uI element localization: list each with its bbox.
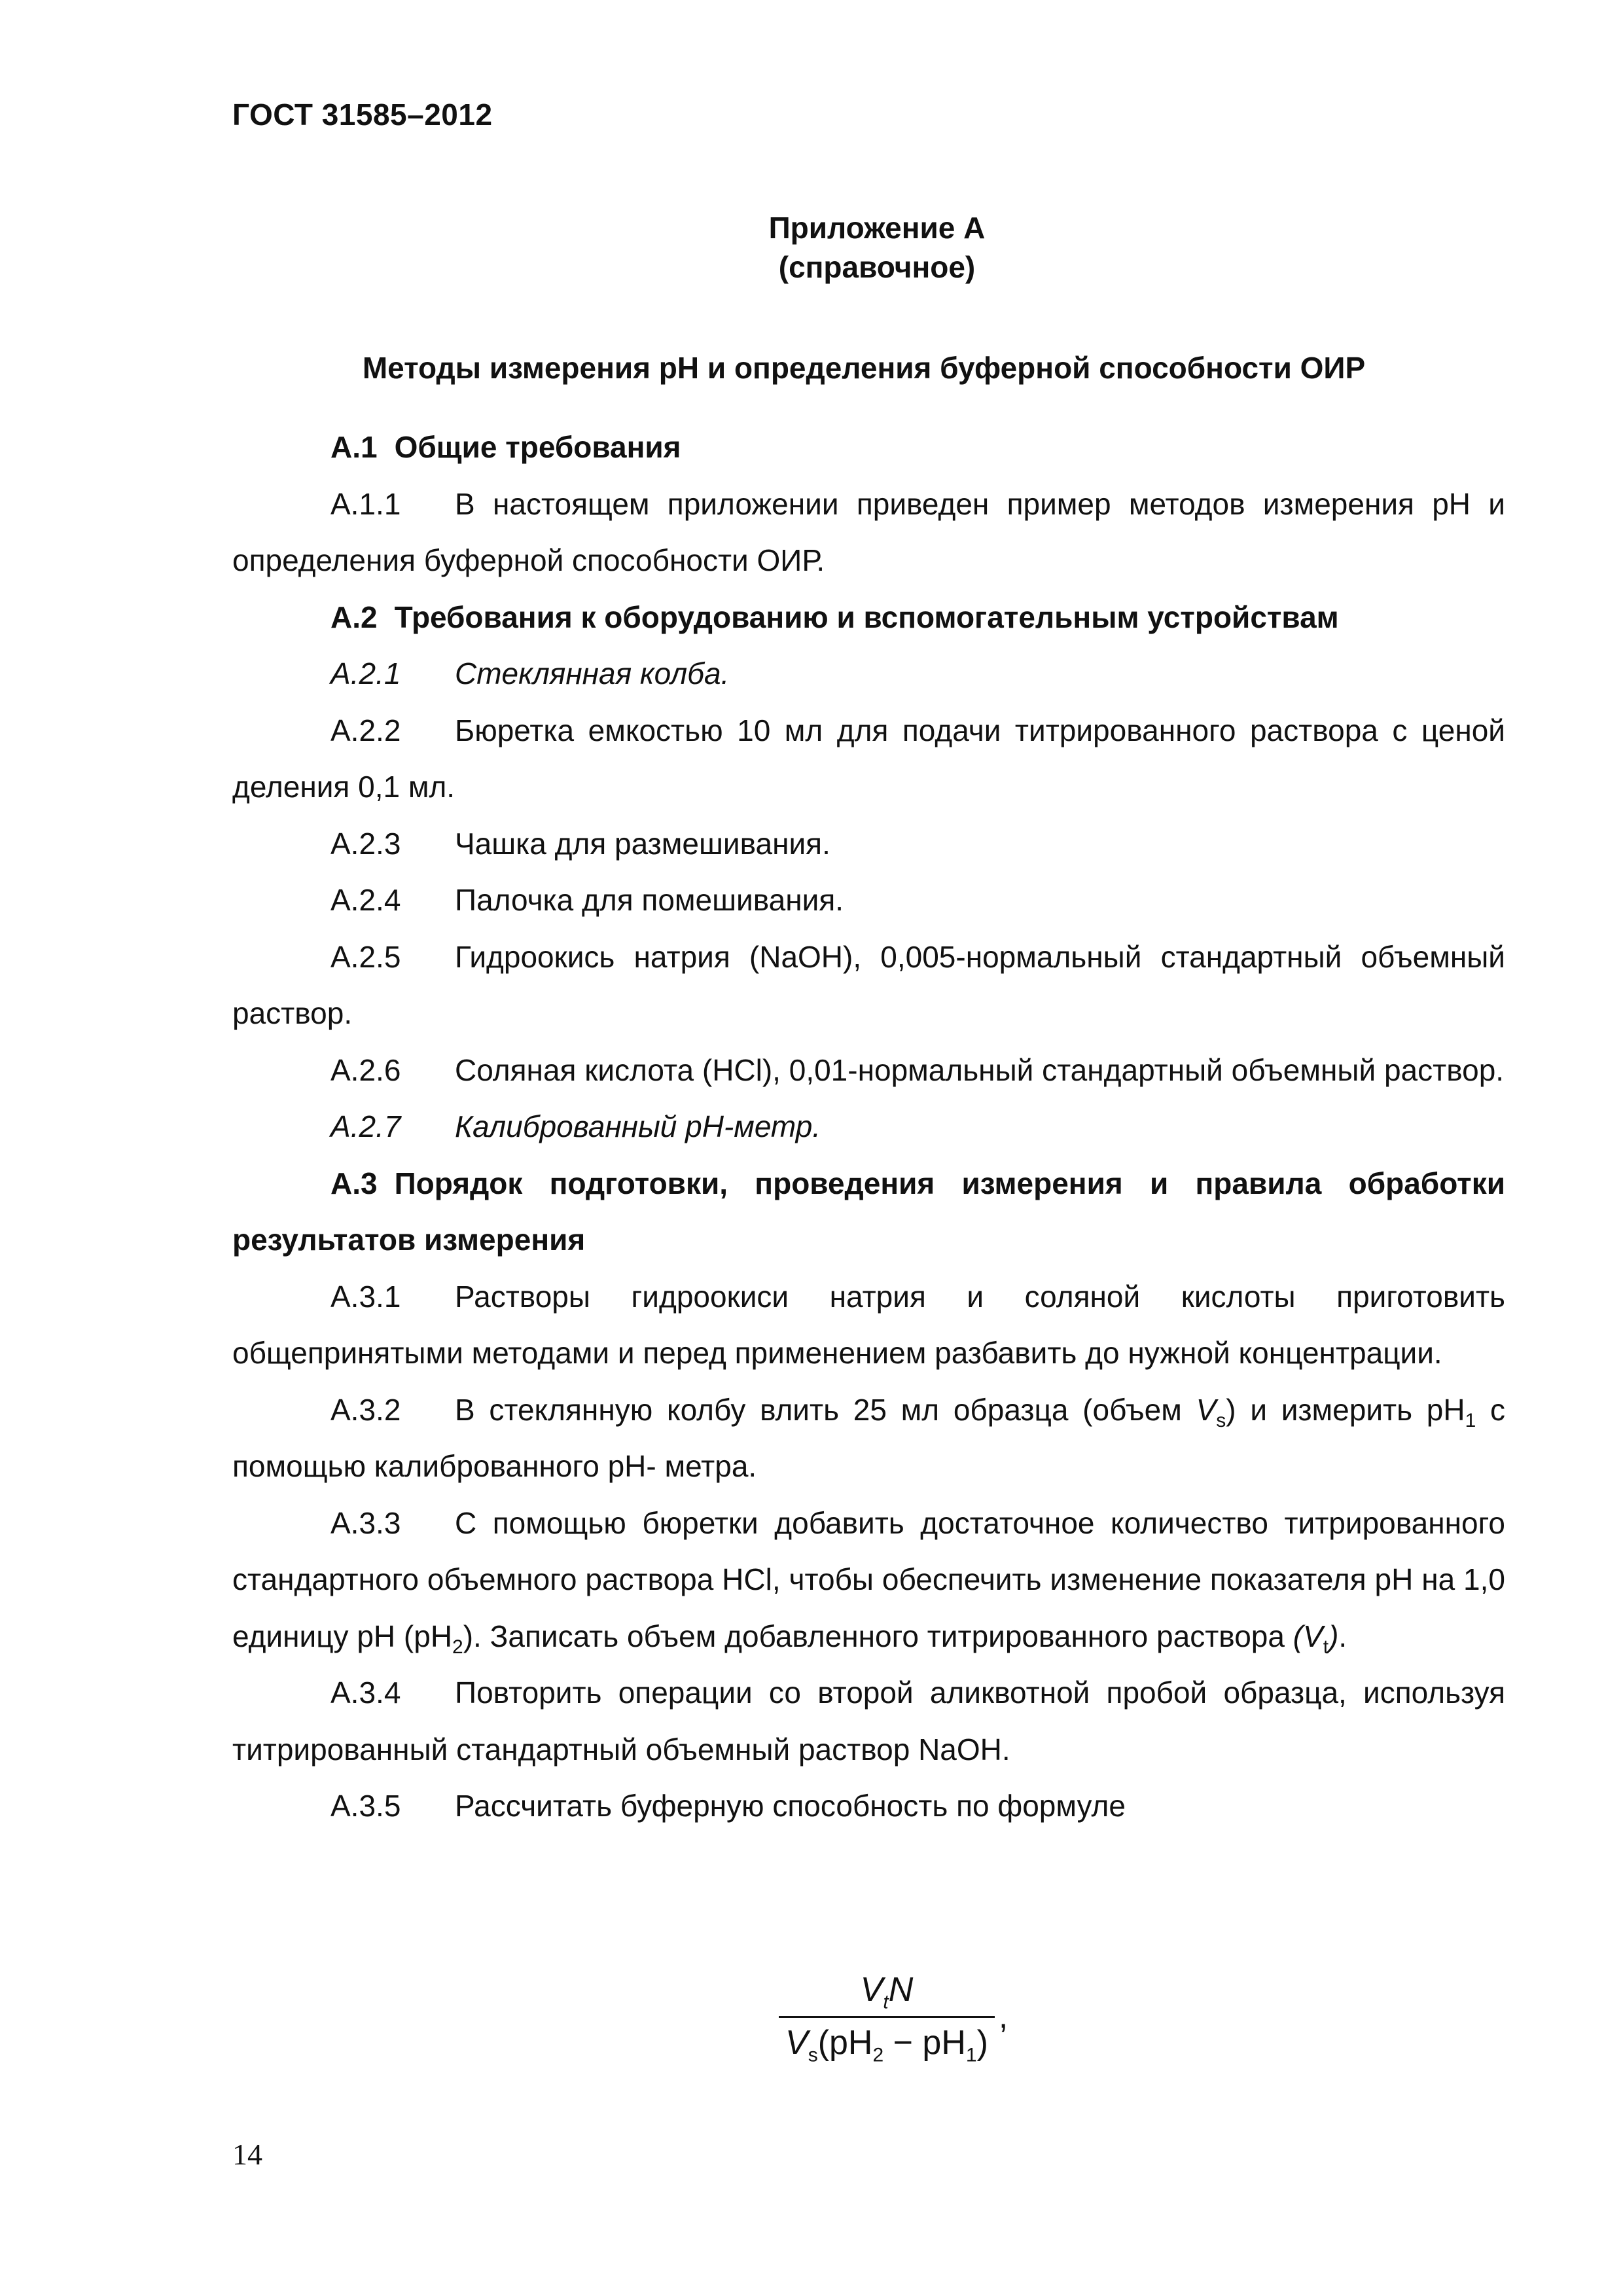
paragraph xyxy=(232,1268,1505,1382)
document-title: Методы измерения рН и определения буферной способности ОИР xyxy=(362,351,1366,385)
volume-symbol: (V xyxy=(1293,1619,1323,1653)
appendix-subtitle: (справочное) xyxy=(778,250,976,284)
clause-number: А.2.6 xyxy=(330,1052,401,1087)
document-body xyxy=(232,419,1505,1835)
clause-number: А.3.2 xyxy=(330,1392,401,1427)
clause-number: А.3.1 xyxy=(330,1279,401,1314)
paragraph xyxy=(232,645,1505,702)
formula-minus: − pH xyxy=(883,2024,966,2062)
paragraph xyxy=(232,1664,1505,1778)
paragraph xyxy=(232,1382,1505,1495)
volume-symbol: V xyxy=(1196,1392,1217,1427)
clause-text-part: С помощью бюретки добавить достаточное количество титрированного стандартного объемного раствора HCl, чтобы обеспечить изменение показателя рН на 1,0 единицу рН (рН xyxy=(232,1505,1505,1653)
clause-number: А.2.2 xyxy=(330,713,401,747)
formula-ph1-subscript: 1 xyxy=(965,2044,977,2066)
formula-n: N xyxy=(888,1971,914,2009)
formula-v: V xyxy=(785,2024,808,2062)
formula-comma: , xyxy=(998,1997,1008,2036)
clause-text: Бюретка емкостью 10 мл для подачи титрированного раствора с ценой деления 0,1 мл. xyxy=(232,713,1505,804)
appendix-heading xyxy=(746,208,1008,287)
section-heading xyxy=(232,1155,1505,1268)
volume-subscript: s xyxy=(1216,1409,1226,1431)
clause-text: Калиброванный рН-метр. xyxy=(455,1109,821,1143)
section-number: А.2 xyxy=(330,600,378,634)
clause-text: Палочка для помешивания. xyxy=(455,883,844,917)
section-heading xyxy=(232,589,1505,646)
section-heading xyxy=(232,419,1505,476)
paragraph xyxy=(232,1042,1505,1099)
section-text: Порядок подготовки, проведения измерения и правила обработки результатов измерения xyxy=(232,1166,1505,1257)
clause-number: А.1.1 xyxy=(330,486,401,521)
paragraph xyxy=(232,1778,1505,1835)
formula-v-subscript: t xyxy=(883,1991,889,2013)
ph-subscript: 2 xyxy=(452,1636,463,1658)
volume-subscript: t xyxy=(1323,1636,1329,1658)
clause-number: А.2.4 xyxy=(330,883,401,917)
clause-text-part: ). Записать объем добавленного титрированного раствора xyxy=(463,1619,1293,1653)
formula-ph2-subscript: 2 xyxy=(872,2044,884,2066)
section-number: А.1 xyxy=(330,430,378,464)
buffer-capacity-formula xyxy=(779,1970,1008,2066)
clause-text-part: с помощью калиброванного рН- метра. xyxy=(232,1392,1506,1483)
clause-text: Гидроокись натрия (NaOH), 0,005-нормальный стандартный объемный раствор. xyxy=(232,939,1505,1030)
clause-number: А.2.3 xyxy=(330,826,401,861)
formula-numerator xyxy=(779,1970,995,2016)
clause-number: А.3.5 xyxy=(330,1789,401,1823)
formula-denominator xyxy=(779,2018,995,2066)
clause-text-part: . xyxy=(1338,1619,1347,1653)
clause-text-part: ) и измерить рН xyxy=(1226,1392,1465,1427)
clause-text: Рассчитать буферную способность по формуле xyxy=(455,1789,1126,1823)
clause-number: А.2.5 xyxy=(330,939,401,974)
paragraph xyxy=(232,1098,1505,1155)
clause-number: А.3.3 xyxy=(330,1505,401,1540)
formula-v: V xyxy=(860,1971,883,2009)
clause-number: А.2.7 xyxy=(330,1109,401,1143)
clause-text: Соляная кислота (HCl), 0,01-нормальный стандартный объемный раствор. xyxy=(455,1052,1505,1087)
section-text: Требования к оборудованию и вспомогательным устройствам xyxy=(394,600,1339,634)
page-number: 14 xyxy=(232,2138,262,2171)
formula-paren-close: ) xyxy=(976,2024,988,2062)
volume-close: ) xyxy=(1329,1619,1339,1653)
clause-text-part: В стеклянную колбу влить 25 мл образца (объем xyxy=(455,1392,1196,1427)
clause-text: В настоящем приложении приведен пример методов измерения рН и определения буферной способности ОИР. xyxy=(232,486,1505,577)
clause-text: Чашка для размешивания. xyxy=(455,826,830,861)
appendix-title: Приложение А xyxy=(768,211,986,245)
ph-subscript: 1 xyxy=(1465,1409,1476,1431)
document-code-header: ГОСТ 31585–2012 xyxy=(232,98,493,132)
clause-number: А.2.1 xyxy=(330,656,401,691)
clause-number: А.3.4 xyxy=(330,1676,401,1710)
formula-v-subscript: s xyxy=(808,2044,818,2066)
formula-paren-open: (pH xyxy=(817,2024,873,2062)
paragraph xyxy=(232,476,1505,589)
paragraph xyxy=(232,929,1505,1042)
paragraph xyxy=(232,816,1505,872)
paragraph xyxy=(232,1495,1505,1665)
section-text: Общие требования xyxy=(394,430,681,464)
clause-text: Повторить операции со второй аликвотной пробой образца, используя титрированный стандартный объемный раствор NaOH. xyxy=(232,1676,1505,1767)
clause-text: Растворы гидроокиси натрия и соляной кислоты приготовить общепринятыми методами и перед применением разбавить до нужной концентрации. xyxy=(232,1279,1505,1370)
clause-text: Стеклянная колба. xyxy=(455,656,730,691)
paragraph xyxy=(232,872,1505,929)
paragraph xyxy=(232,702,1505,816)
formula-fraction xyxy=(779,1970,995,2066)
section-number: А.3 xyxy=(330,1166,378,1200)
